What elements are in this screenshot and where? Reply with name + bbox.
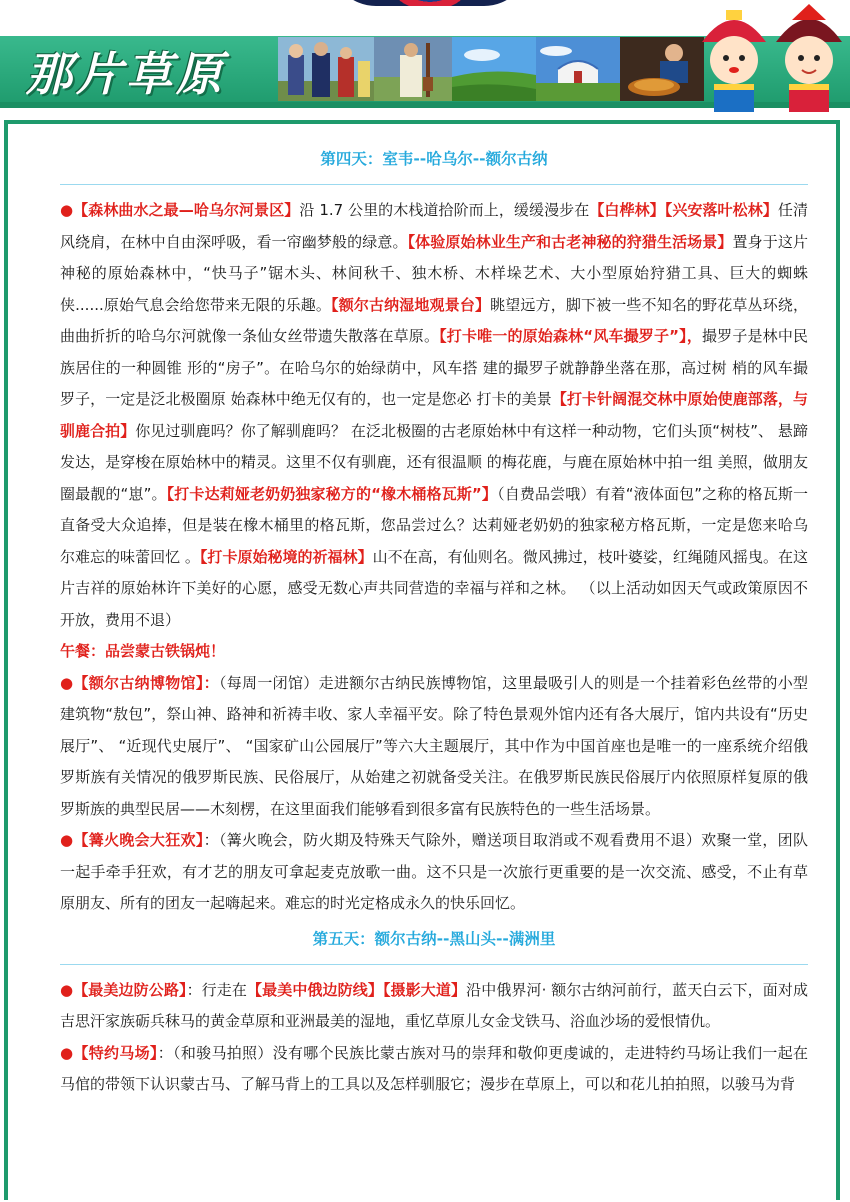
day5-divider (60, 964, 808, 965)
header-title-wrap (26, 40, 272, 102)
photo-yurt (536, 37, 620, 101)
day4-p1-text-1: 沿 1.7 公里的木栈道拾阶而上，缓缓漫步在 (299, 201, 590, 219)
day4-p1-text-8: 山不在高，有仙则名。微风拂过，枝叶婆娑，红绳随风摇曳。在这片吉祥的原始林许下美好的心愿，感受无数心声共同营造的幸福与祥和之林。 （以上活动如因天气或政策原因不开放，费用不退） (60, 547, 808, 629)
day5-title: 第五天：额尔古纳--黑山头--满洲里 (312, 929, 556, 948)
day4-p1-highlight-3: 【体验原始林业生产和古老神秘的狩猎生活场景】 (407, 232, 733, 251)
bullet-icon: ● (60, 1043, 74, 1062)
day4-p3-text-1: ：（篝火晚会，防火期及特殊天气除外，赠送项目取消或不观看费用不退）欢聚一堂，团队一起手牵手狂欢，有才艺的朋友可拿起麦克放歌一曲。这不只是一次旅行更重要的是一次交流、感受，不止有草原朋友、所有的团友一起嗨起来。难忘的时光定格成永久的快乐回忆。 (60, 831, 808, 912)
page-title: 那片草原 (26, 47, 226, 101)
day5-paragraph-border-road (60, 975, 808, 1038)
day4-p1-text-7: （自费品尝哦）有着“液体面包”之称的格瓦斯一直备受大众追捧，但是装在橡木桶里的格瓦斯，您品尝过么？达莉娅老奶奶的独家秘方格瓦斯，一定是您来哈乌尔难忘的味蕾回忆 。 (60, 484, 809, 566)
page-header (0, 0, 850, 120)
day4-p1-text-2: 任清风绕肩，在林中自由深呼吸，看一帘幽梦般的绿意。 (60, 201, 808, 251)
photo-folk-costume (278, 37, 374, 101)
day4-p1-text-5: 撮罗子是林中民族居住的一种圆锥 形的“房子”。在哈乌尔的始绿荫中，风车搭 建的撮罗子就静静坐落在那，高过树 梢的风车撮罗子，一定是泛北极圈原 始森林中绝无仅有的，也一定是您必 打卡的美景 (60, 327, 808, 408)
day4-p1-highlight-7: 【打卡达莉娅老奶奶独家秘方的“橡木桶格瓦斯”】 (166, 484, 498, 503)
photo-musician (374, 37, 452, 101)
header-photo-strip (278, 37, 704, 101)
bullet-icon: ● (60, 980, 74, 999)
day4-p1-text-3: 置身于这片神秘的原始森林中，“快马子”锯木头、林间秋千、独木桥、木样垛艺术、大小型原始狩猎工具、巨大的蜘蛛侠......原始气息会给您带来无限的乐趣。 (60, 232, 809, 314)
day4-divider (60, 184, 808, 185)
day4-p1-highlight-5: 【打卡唯一的原始森林“风车撮罗子”】， (439, 327, 702, 345)
day4-p1-highlight-8: 【打卡原始秘境的祈福林】 (199, 547, 373, 566)
day5-p2-text-1: ：（和骏马拍照）没有哪个民族比蒙古族对马的崇拜和敬仰更虔诚的，走进特约马场让我们一起在马倌的带领下认识蒙古马、了解马背上的工具以及怎样驯服它；漫步在草原上，可以和花儿拍拍照，以骏马为背 (60, 1043, 808, 1093)
day4-p1-highlight-6: 【打卡针阔混交林中原始使鹿部落，与驯鹿合拍】 (60, 390, 808, 440)
day4-p1-highlight-2: 【白桦林】【兴安落叶松林】 (589, 201, 778, 219)
day5-p1-highlight-2: 【最美中俄边防线】【摄影大道】 (247, 980, 467, 999)
photo-food (620, 37, 704, 101)
day4-lunch-note: 午餐：品尝蒙古铁锅炖！ (60, 642, 226, 660)
day4-p1-text-4: 眺望远方，脚下被一些不知名的野花草丛环绕，曲曲折折的哈乌尔河就像一条仙女丝带遗失散落在草原。 (60, 295, 808, 345)
itinerary-content (60, 130, 808, 1101)
day5-p1-text-2: 沿中俄界河· 额尔古纳河前行，蓝天白云下，面对成吉思汗家族砺兵秣马的黄金草原和亚洲最美的湿地，重忆草原儿女金戈铁马、浴血沙场的爱恨情仇。 (60, 980, 808, 1030)
day4-p3-highlight-1: 【篝火晚会大狂欢】 (73, 831, 204, 849)
day4-paragraph-forest (60, 195, 808, 636)
day4-p1-text-6: 你见过驯鹿吗？你了解驯鹿吗？ 在泛北极圈的古老原始林中有这样一种动物，它们头顶“树枝”、 悬蹄发达，是穿梭在原始林中的精灵。这里不仅有驯鹿，还有很温顺 的梅花鹿，与鹿在原始林中拍一组 美照，做朋友圈最靓的“崽”。 (60, 421, 808, 503)
mascot-figures (696, 2, 846, 114)
day5-p1-highlight-1: 【最美边防公路】 (73, 980, 187, 999)
day4-p1-highlight-1: 【森林曲水之最—哈乌尔河景区】 (73, 201, 300, 219)
day5-paragraph-horse-farm (60, 1038, 808, 1101)
day4-p1-highlight-4: 【额尔古纳湿地观景台】 (331, 295, 491, 314)
photo-grassland (452, 37, 536, 101)
day4-paragraph-bonfire (60, 825, 808, 920)
bullet-icon: ● (60, 673, 74, 692)
bullet-icon: ● (60, 831, 74, 849)
day4-p2-highlight-1: 【额尔古纳博物馆】： (73, 673, 219, 692)
day4-title: 第四天：室韦--哈乌尔--额尔古纳 (320, 150, 548, 168)
day5-p1-text-1: ：行走在 (186, 980, 247, 999)
ornament-medallion (330, 0, 530, 6)
bullet-icon: ● (60, 201, 74, 219)
day4-paragraph-museum (60, 668, 808, 826)
day5-p2-highlight-1: 【特约马场】 (73, 1043, 158, 1062)
day4-p2-text-1: （每周一闭馆）走进额尔古纳民族博物馆，这里最吸引人的则是一个挂着彩色丝带的小型建筑物“敖包”，祭山神、路神和祈祷丰收、家人幸福平安。除了特色景观外馆内还有各大展厅，馆内共设有“历史展厅”、 “近现代史展厅”、 “国家矿山公园展厅”等六大主题展厅，其中作为中国首座也是唯一的一座系统介绍俄罗斯族有关情况的俄罗斯民族、民俗展厅，从始建之初就备受关注。在俄罗斯民族民俗展厅内依照原样复原的俄罗斯族的典型民居——木刻楞，在这里面我们能够看到很多富有民族特色的一些生活场景。 (60, 673, 808, 818)
